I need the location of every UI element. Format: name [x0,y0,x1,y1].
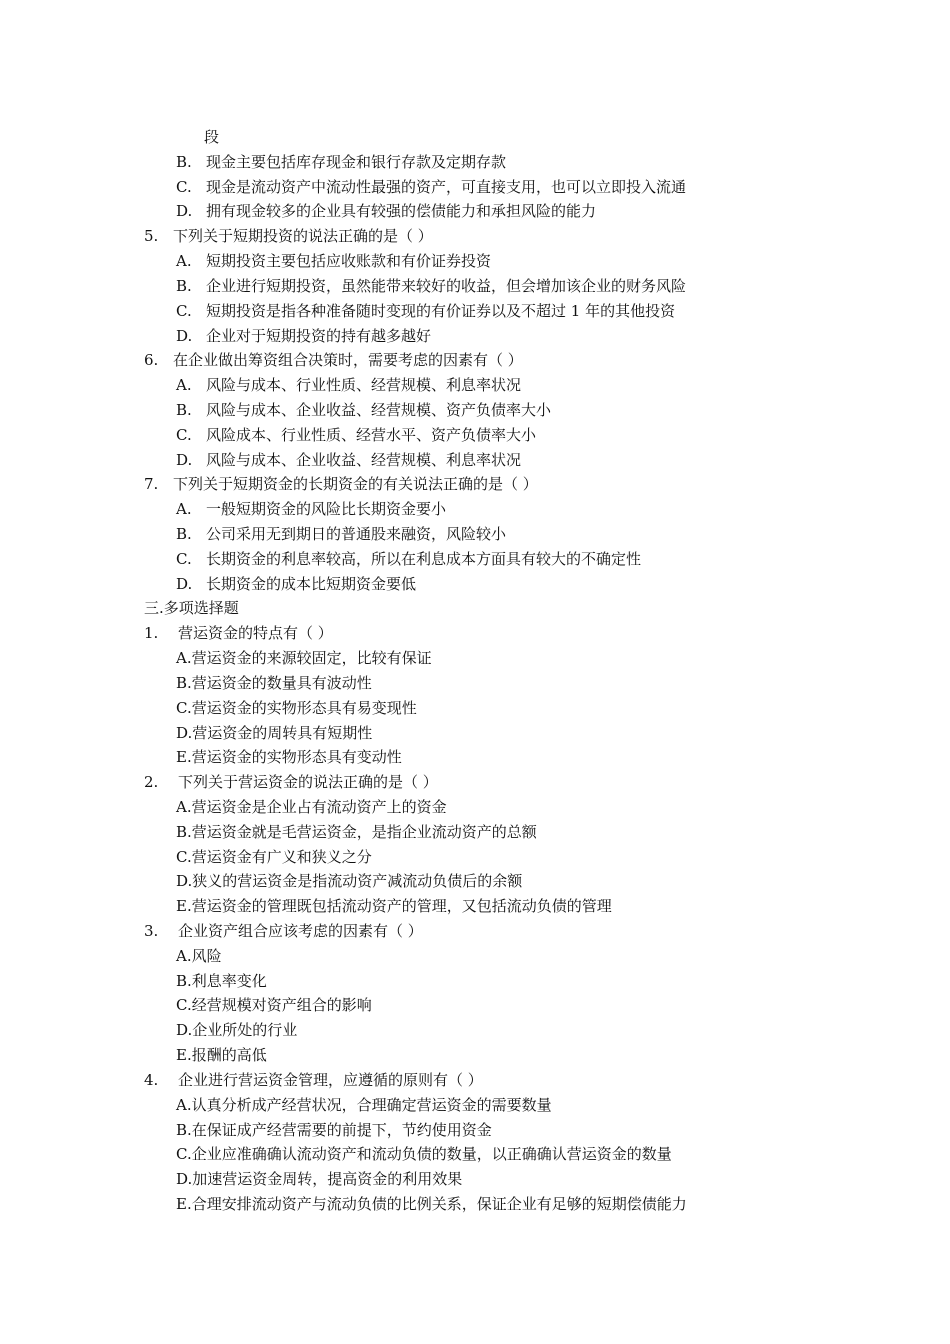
option-line: B.营运资金就是毛营运资金，是指企业流动资产的总额 [176,822,537,841]
option-text: 风险与成本、企业收益、经营规模、资产负债率大小 [206,400,552,419]
question-number: 5. [144,227,159,246]
option-line: E.营运资金的管理既包括流动资产的管理，又包括流动负债的管理 [176,897,612,916]
option-label: C. [176,549,192,568]
option-text: 企业进行短期投资，虽然能带来较好的收益，但会增加该企业的财务风险 [206,276,687,295]
option-text: 短期投资主要包括应收账款和有价证券投资 [206,252,492,271]
option-line: A.营运资金的来源较固定，比较有保证 [176,649,432,668]
option-line: E.营运资金的实物形态具有变动性 [176,748,402,767]
question-number: 1. [144,624,159,643]
option-label: A. [176,376,192,395]
question-text: 企业资产组合应该考虑的因素有（ ） [178,922,423,940]
option-line [0,249,950,274]
option-label: B. [176,525,192,543]
option-label: B. [176,400,192,419]
question-number: 4. [144,1070,159,1089]
option-line: D.营运资金的周转具有短期性 [176,723,373,742]
option-line: C.营运资金有广义和狭义之分 [176,847,372,866]
option-line [0,423,950,448]
option-line [0,398,950,423]
option-line: C.营运资金的实物形态具有易变现性 [176,698,417,717]
option-label: C. [176,177,192,196]
option-line [0,150,950,175]
option-line: A.认真分析成产经营状况，合理确定营运资金的需要数量 [176,1095,552,1114]
continuation-text: 段 [204,128,220,146]
option-text: 公司采用无到期日的普通股来融资，风险较小 [206,525,507,543]
question-number: 6. [144,351,159,370]
option-line: C.经营规模对资产组合的影响 [176,996,372,1015]
option-line [0,572,950,597]
question-line [0,621,950,646]
option-line [0,522,950,547]
option-label: C. [176,301,192,320]
option-line: D.加速营运资金周转，提高资金的利用效果 [176,1170,463,1189]
option-line: B.利息率变化 [176,971,267,990]
option-text: 长期资金的利息率较高，所以在利息成本方面具有较大的不确定性 [206,549,642,568]
section-heading: 三.多项选择题 [144,599,239,618]
question-line [0,472,950,497]
option-line [0,373,950,398]
question-line [0,348,950,373]
option-text: 一般短期资金的风险比长期资金要小 [206,500,447,519]
option-line [0,497,950,522]
option-label: B. [176,276,192,295]
option-line [0,324,950,349]
option-line [0,274,950,299]
option-line [0,448,950,473]
option-text: 现金主要包括库存现金和银行存款及定期存款 [206,152,507,171]
question-text: 营运资金的特点有（ ） [178,624,333,643]
option-text: 短期投资是指各种准备随时变现的有价证券以及不超过 1 年的其他投资 [206,301,676,320]
question-number: 7. [144,475,159,494]
option-line [0,199,950,224]
question-text: 下列关于短期投资的说法正确的是（ ） [173,227,433,246]
option-line: A.风险 [176,946,222,965]
document-body [0,125,950,1217]
option-label: B. [176,152,192,171]
option-label: A. [176,500,192,519]
option-label: C. [176,425,192,444]
option-line: E.报酬的高低 [176,1046,267,1065]
option-line: A.营运资金是企业占有流动资产上的资金 [176,797,447,816]
option-label: D. [176,202,193,221]
option-text: 风险成本、行业性质、经营水平、资产负债率大小 [206,425,537,444]
option-line [0,175,950,200]
option-text: 风险与成本、行业性质、经营规模、利息率状况 [206,376,522,395]
option-line [0,299,950,324]
question-line [0,224,950,249]
option-line: D.狭义的营运资金是指流动资产减流动负债后的余额 [176,872,523,891]
question-text: 在企业做出筹资组合决策时，需要考虑的因素有（ ） [173,351,523,370]
option-text: 现金是流动资产中流动性最强的资产，可直接支用，也可以立即投入流通 [206,177,687,196]
question-text: 下列关于短期资金的长期资金的有关说法正确的是（ ） [173,475,538,494]
option-text: 拥有现金较多的企业具有较强的偿债能力和承担风险的能力 [206,202,597,221]
option-label: D. [176,450,193,469]
question-line [0,1068,950,1093]
question-number: 2. [144,773,159,792]
option-label: D. [176,326,193,345]
option-text: 企业对于短期投资的持有越多越好 [206,326,432,345]
question-number: 3. [144,922,159,940]
option-label: D. [176,574,193,593]
option-label: A. [176,252,192,271]
option-line: C.企业应准确确认流动资产和流动负债的数量，以正确确认营运资金的数量 [176,1145,672,1164]
option-text: 长期资金的成本比短期资金要低 [206,574,417,593]
question-text: 企业进行营运资金管理，应遵循的原则有（ ） [178,1070,483,1089]
question-line [0,770,950,795]
option-line [0,547,950,572]
question-line [0,919,950,944]
option-text: 风险与成本、企业收益、经营规模、利息率状况 [206,450,522,469]
question-text: 下列关于营运资金的说法正确的是（ ） [178,773,438,792]
option-line: B.营运资金的数量具有波动性 [176,673,372,692]
option-line: B.在保证成产经营需要的前提下，节约使用资金 [176,1120,492,1139]
option-line: E.合理安排流动资产与流动负债的比例关系，保证企业有足够的短期偿债能力 [176,1194,687,1213]
option-line: D.企业所处的行业 [176,1021,298,1040]
